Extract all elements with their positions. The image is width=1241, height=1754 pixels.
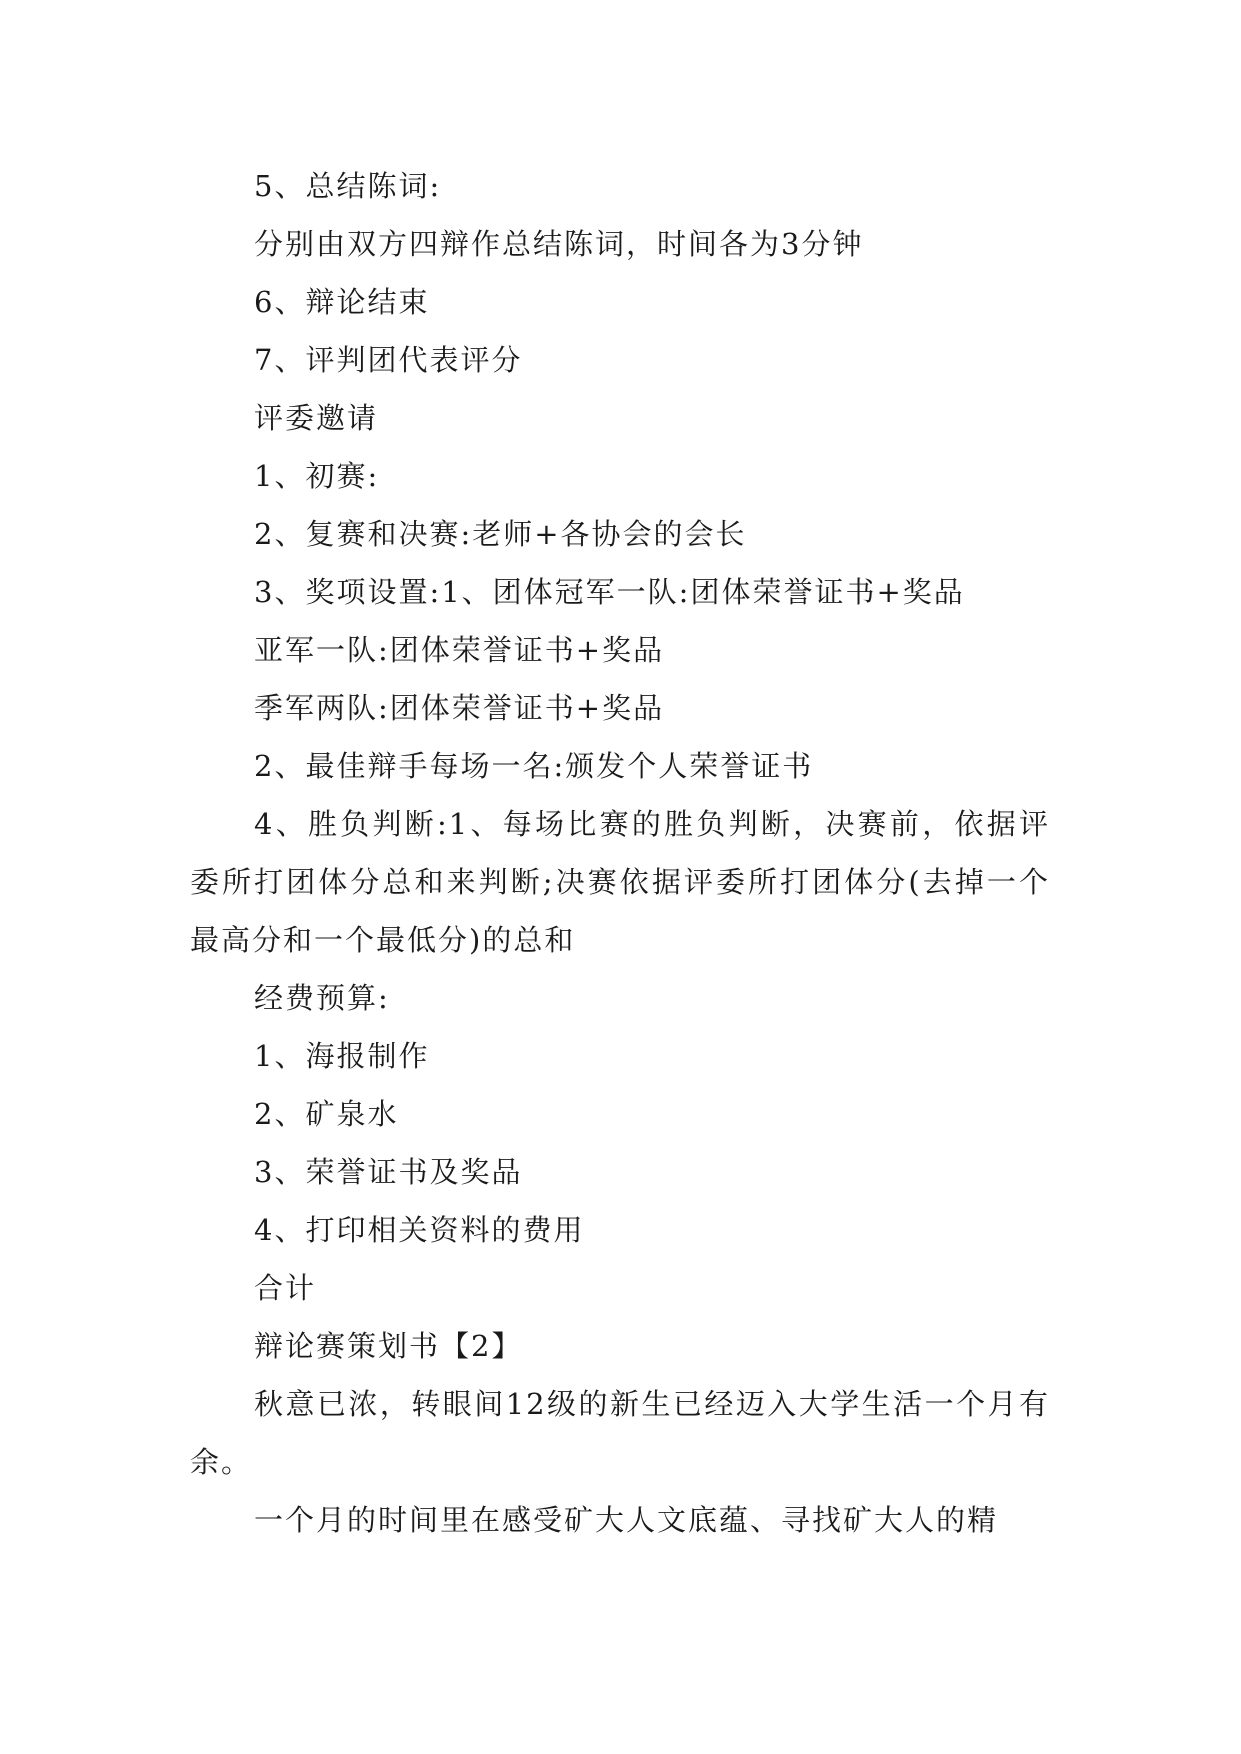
paragraph: 2、最佳辩手每场一名:颁发个人荣誉证书 — [254, 749, 814, 783]
paragraph: 亚军一队:团体荣誉证书+奖品 — [254, 633, 665, 667]
paragraph: 1、初赛: — [254, 459, 380, 493]
section-heading: 经费预算: — [254, 981, 390, 1015]
paragraph: 合计 — [254, 1271, 317, 1305]
paragraph: 一个月的时间里在感受矿大人文底蕴、寻找矿大人的精 — [254, 1503, 999, 1537]
paragraph: 秋意已浓，转眼间12级的新生已经迈入大学生活一个月有余。 — [190, 1387, 1050, 1479]
paragraph: 季军两队:团体荣誉证书+奖品 — [254, 691, 665, 725]
paragraph: 3、荣誉证书及奖品 — [254, 1155, 523, 1189]
section-heading: 评委邀请 — [254, 401, 379, 435]
paragraph: 5、总结陈词: — [254, 169, 442, 203]
document-body — [190, 157, 1050, 1549]
paragraph: 4、胜负判断:1、每场比赛的胜负判断，决赛前，依据评委所打团体分总和来判断;决赛依据评委所打团体分(去掉一个最高分和一个最低分)的总和 — [190, 807, 1050, 957]
paragraph: 分别由双方四辩作总结陈词，时间各为3分钟 — [254, 227, 864, 261]
paragraph: 4、打印相关资料的费用 — [254, 1213, 585, 1247]
paragraph: 3、奖项设置:1、团体冠军一队:团体荣誉证书+奖品 — [254, 575, 965, 609]
paragraph: 2、矿泉水 — [254, 1097, 399, 1131]
paragraph: 6、辩论结束 — [254, 285, 430, 319]
paragraph: 1、海报制作 — [254, 1039, 430, 1073]
paragraph: 2、复赛和决赛:老师+各协会的会长 — [254, 517, 747, 551]
section-title: 辩论赛策划书【2】 — [254, 1329, 523, 1363]
paragraph: 7、评判团代表评分 — [254, 343, 523, 377]
